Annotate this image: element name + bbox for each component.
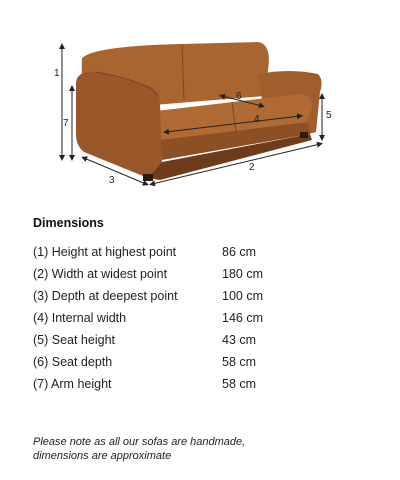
dimension-label: (3) Depth at deepest point bbox=[33, 289, 178, 303]
dimension-label: (7) Arm height bbox=[33, 377, 112, 391]
dimension-row-depth bbox=[33, 288, 293, 310]
dimension-value: 86 cm bbox=[222, 245, 257, 259]
dimensions-list bbox=[33, 244, 293, 398]
dimension-marker-6: 6 bbox=[236, 91, 242, 102]
dimension-value: 58 cm bbox=[222, 377, 257, 391]
dimension-value: 100 cm bbox=[222, 289, 263, 303]
dimension-row-internal-width bbox=[33, 310, 293, 332]
dimension-value: 58 cm bbox=[222, 355, 257, 369]
handmade-note: Please note as all our sofas are handmade, dimensions are approximate bbox=[33, 436, 246, 462]
dimension-row-seat-height bbox=[33, 332, 293, 354]
dimension-row-seat-depth bbox=[33, 354, 293, 376]
dimension-marker-5: 5 bbox=[326, 110, 332, 121]
dimension-label: (2) Width at widest point bbox=[33, 267, 168, 281]
dimension-row-width bbox=[33, 266, 293, 288]
dimensions-heading: Dimensions bbox=[33, 216, 104, 230]
sofa-image bbox=[76, 42, 322, 181]
dimension-marker-3: 3 bbox=[109, 175, 115, 186]
dimension-value: 146 cm bbox=[222, 311, 263, 325]
dimension-row-arm-height bbox=[33, 376, 293, 398]
dimension-value: 180 cm bbox=[222, 267, 263, 281]
dimension-value: 43 cm bbox=[222, 333, 257, 347]
dimension-label: (6) Seat depth bbox=[33, 355, 113, 369]
sofa-dimension-diagram bbox=[0, 0, 400, 200]
dimension-marker-4: 4 bbox=[254, 114, 260, 125]
dimension-label: (1) Height at highest point bbox=[33, 245, 177, 259]
dimension-marker-1: 1 bbox=[54, 68, 60, 79]
dimension-label: (5) Seat height bbox=[33, 333, 115, 347]
dimension-row-height bbox=[33, 244, 293, 266]
dimension-label: (4) Internal width bbox=[33, 311, 127, 325]
dimension-marker-7: 7 bbox=[63, 118, 69, 129]
dimension-marker-2: 2 bbox=[249, 162, 255, 173]
